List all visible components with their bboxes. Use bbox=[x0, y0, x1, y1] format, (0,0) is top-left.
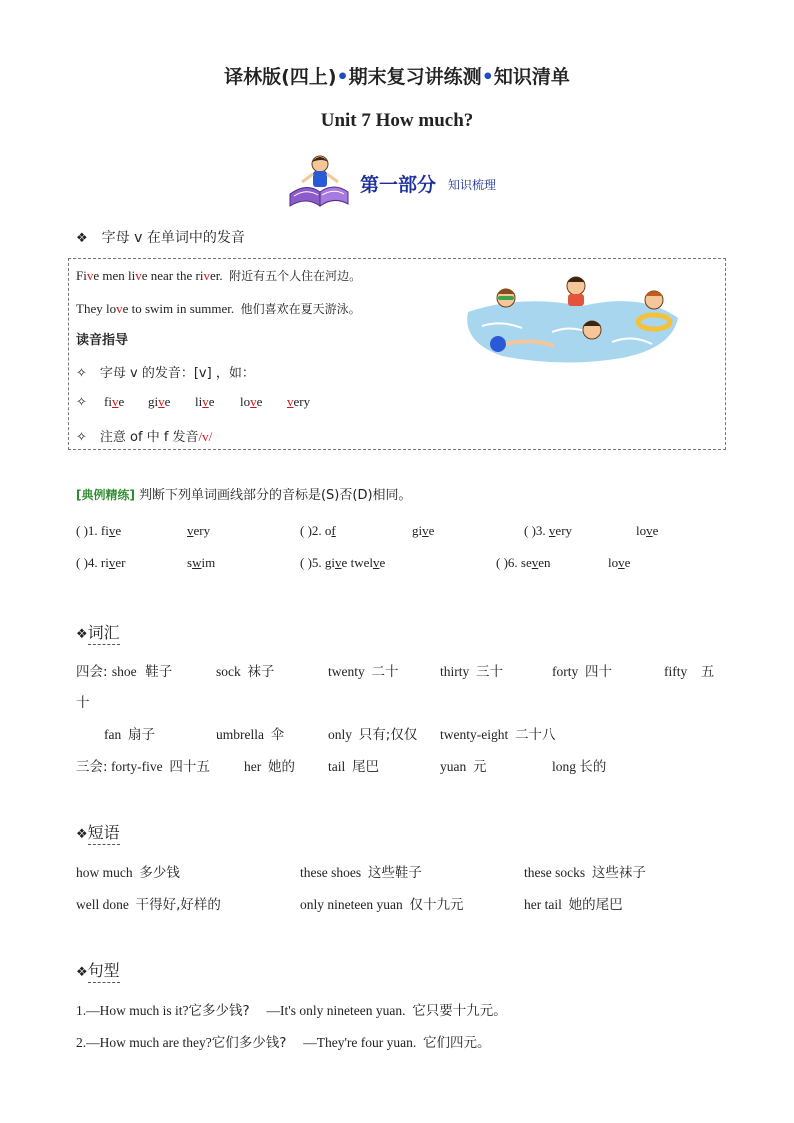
vocab-twenty: twenty 二十 bbox=[328, 664, 399, 680]
diamond-bullet-icon: ❖ bbox=[76, 231, 88, 246]
vocab-yuan: yuan 元 bbox=[440, 759, 487, 775]
star-bullet-icon: ✧ bbox=[76, 365, 87, 380]
exercise-item-6-word-2: love bbox=[608, 555, 631, 570]
exercise-item-3-word-2: love bbox=[636, 523, 659, 538]
exercise-label: [典例精练] bbox=[76, 488, 135, 502]
vocab-tail: tail 尾巴 bbox=[328, 759, 379, 775]
vocab-forty: forty 四十 bbox=[552, 664, 612, 680]
exercise-item-2: ( )2. of bbox=[300, 523, 336, 538]
vocab-row-3-label: 三会: forty-five 四十五 bbox=[76, 759, 210, 775]
phrase-item: only nineteen yuan 仅十九元 bbox=[300, 897, 464, 913]
tip-1: ✧ 字母 v 的发音：[v] ，如： bbox=[76, 365, 255, 381]
swimming-children-illustration bbox=[462, 272, 684, 368]
reading-boy-illustration bbox=[286, 152, 352, 208]
word-give: give bbox=[148, 394, 171, 409]
example-sentence-2: They love to swim in summer. 他们喜欢在夏天游泳。 bbox=[76, 301, 361, 316]
sentences-heading-text: 句型 bbox=[88, 961, 120, 983]
diamond-bullet-icon: ❖ bbox=[76, 964, 88, 979]
part-subtitle: 知识梳理 bbox=[448, 178, 497, 192]
word-five: five bbox=[104, 394, 125, 409]
title-dot: • bbox=[336, 66, 349, 88]
word-love: love bbox=[240, 394, 263, 409]
exercise-item-4: ( )4. river bbox=[76, 555, 126, 570]
page-title bbox=[0, 62, 794, 89]
sentences-heading bbox=[76, 958, 120, 981]
sentence-item-2: 2.—How much are they?它们多少钱? —They're four yuan. 它们四元。 bbox=[76, 1035, 491, 1051]
phrase-item: these socks 这些袜子 bbox=[524, 865, 646, 881]
vocab-her: her 她的 bbox=[244, 759, 295, 775]
phrase-item: these shoes 这些鞋子 bbox=[300, 865, 422, 881]
tip-3: ✧ 注意 of 中 f 发音/v/ bbox=[76, 429, 213, 445]
phonics-heading-text: 字母 v 在单词中的发音 bbox=[101, 230, 245, 246]
phonics-heading bbox=[76, 227, 245, 247]
star-bullet-icon: ✧ bbox=[76, 429, 87, 444]
exercise-instruction-text: 判断下列单词画线部分的音标是(S)否(D)相同。 bbox=[138, 488, 412, 503]
star-bullet-icon: ✧ bbox=[76, 394, 87, 409]
exercise-item-4-word-2: swim bbox=[187, 555, 216, 570]
diamond-bullet-icon: ❖ bbox=[76, 626, 88, 641]
title-part-b: 期末复习讲练测 bbox=[348, 66, 482, 88]
exercise-instruction bbox=[76, 484, 412, 504]
word-very: very bbox=[287, 394, 311, 409]
diamond-bullet-icon: ❖ bbox=[76, 826, 88, 841]
title-part-a: 译林版(四上) bbox=[224, 66, 337, 88]
unit-title: Unit 7 How much? bbox=[320, 110, 474, 131]
vocab-heading bbox=[76, 620, 120, 643]
vocab-heading-text: 词汇 bbox=[88, 623, 120, 645]
exercise-item-5: ( )5. give twelve bbox=[300, 555, 386, 570]
phrases-heading-text: 短语 bbox=[88, 823, 120, 845]
vocab-thirty: thirty 三十 bbox=[440, 664, 503, 680]
vocab-long: long 长的 bbox=[552, 759, 607, 775]
exercise-item-3: ( )3. very bbox=[524, 523, 573, 538]
exercise-item-2-word-2: give bbox=[412, 523, 435, 538]
phrase-item: how much 多少钱 bbox=[76, 865, 180, 881]
phrase-item: her tail 她的尾巴 bbox=[524, 897, 623, 913]
vocab-row-1-label: 四会: shoe 鞋子 bbox=[76, 664, 173, 680]
vocab-twenty-eight: twenty-eight 二十八 bbox=[440, 727, 556, 743]
vocab-fifty: fifty 五 bbox=[664, 664, 715, 680]
vocab-only: only 只有;仅仅 bbox=[328, 727, 418, 743]
guide-title: 读音指导 bbox=[76, 333, 129, 348]
example-sentence-1: Five men live near the river. 附近有五个人住在河边。 bbox=[76, 268, 362, 283]
vocab-fifty-wrap: 十 bbox=[76, 695, 90, 711]
exercise-item-1-word-2: very bbox=[187, 523, 211, 538]
part-title: 第一部分 bbox=[360, 174, 437, 196]
vocab-fan: fan 扇子 bbox=[104, 727, 155, 743]
phrases-heading bbox=[76, 820, 120, 843]
exercise-item-1: ( )1. five bbox=[76, 523, 122, 538]
sentence-item-1: 1.—How much is it?它多少钱? —It's only nineteen yuan. 它只要十九元。 bbox=[76, 1003, 507, 1019]
title-dot: • bbox=[481, 66, 494, 88]
exercise-item-6: ( )6. seven bbox=[496, 555, 551, 570]
vocab-sock: sock 袜子 bbox=[216, 664, 275, 680]
vocab-umbrella: umbrella 伞 bbox=[216, 727, 285, 743]
title-part-c: 知识清单 bbox=[493, 66, 570, 88]
word-live: live bbox=[195, 394, 215, 409]
phrase-item: well done 干得好,好样的 bbox=[76, 897, 221, 913]
tip-2-words bbox=[76, 394, 87, 410]
